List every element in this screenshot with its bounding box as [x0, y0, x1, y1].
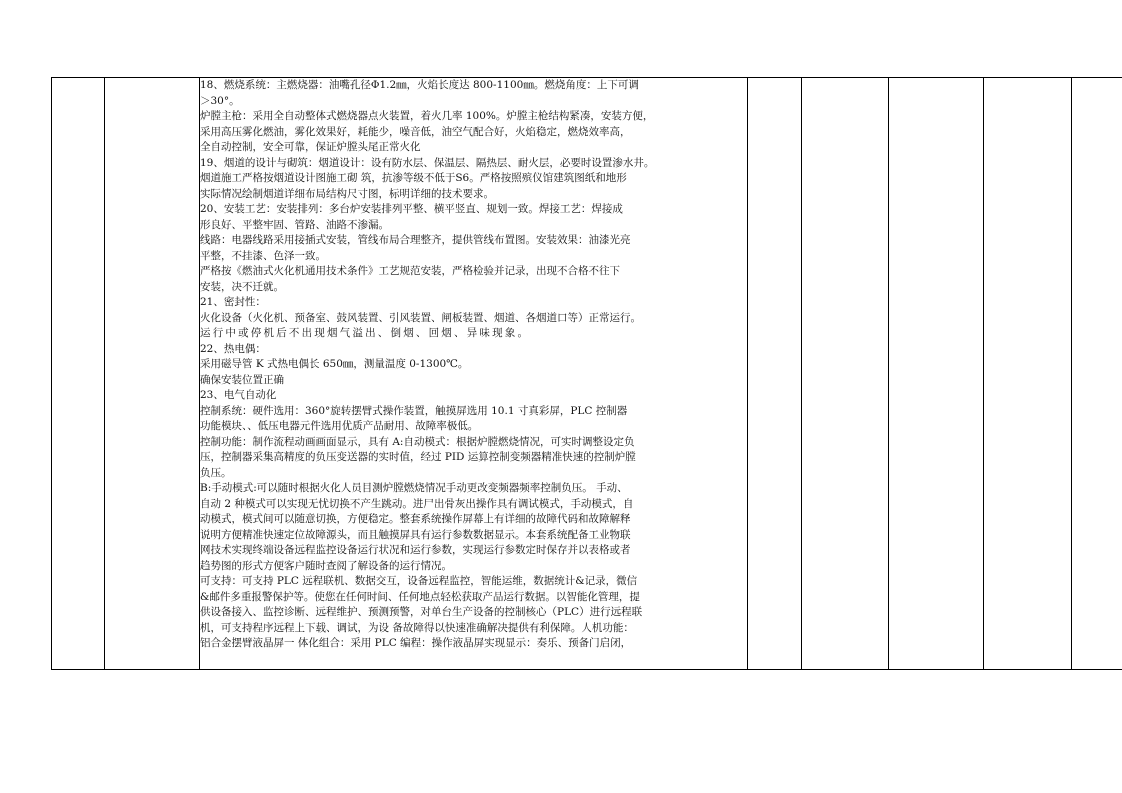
content-line: 铝合金摆臂液晶屏一 体化组合：采用 PLC 编程：操作液晶屏实现显示：奏乐、预备门启闭，	[200, 637, 632, 649]
content-line: &邮件多重报警保护等。使您在任何时间、任何地点轻松获取产品运行数据。以智能化管理，提	[200, 590, 640, 603]
col-index-cell	[52, 78, 105, 670]
col-qty-cell	[802, 78, 889, 670]
content-line: 全自动控制，安全可靠，保证炉膛头尾正常火化	[200, 141, 421, 153]
content-line: 19、烟道的设计与砌筑：烟道设计：设有防水层、保温层、隔热层、耐火层，必要时设置渗水井。	[200, 156, 655, 169]
content-line: 采用高压雾化燃油，雾化效果好，耗能少，噪音低，油空气配合好，火焰稳定，燃烧效率高，	[200, 125, 631, 138]
content-line: ＞30°。	[200, 94, 240, 107]
content-line: 说明方便精准快速定位故障源头，而且触摸屏具有运行参数数据显示。本套系统配备工业物联	[200, 528, 631, 541]
content-line: 控制系统：硬件选用：360°旋转摆臂式操作装置，触摸屏选用 10.1 寸真彩屏，PLC 控制器	[200, 404, 628, 417]
content-line: 严格按《燃油式火化机通用技术条件》工艺规范安装，严格检验并记录，出现不合格不往下	[200, 265, 620, 277]
content-line: 实际情况绘制烟道详细布局结构尺寸图，标明详细的技术要求。	[200, 187, 494, 200]
content-line: 压，控制器采集高精度的负压变送器的实时值，经过 PID 运算控制变频器精准快速的控制炉膛	[200, 451, 636, 463]
col-name-cell	[105, 78, 200, 670]
table-row	[52, 78, 1122, 670]
content-line: 20、安装工艺：安装排列：多台炉安装排列平整、横平竖直、规划一致。焊接工艺：焊接成	[200, 203, 623, 215]
content-line: 机，可支持程序远程上下载、调试，为设 备故障得以快速准确解决提供有利保障。人机功能：	[200, 621, 634, 634]
content-line: 可支持：可支持 PLC 远程联机、数据交互，设备远程监控，智能运维，数据统计&记录，微信	[200, 575, 638, 587]
content-line: 采用磁导管 K 式热电偶长 650㎜，测量温度 0-1300℃。	[200, 358, 469, 370]
content-lines	[200, 78, 747, 652]
content-line: 趋势图的形式方便客户随时查阅了解设备的运行情况。	[200, 559, 452, 572]
col-total-cell	[984, 78, 1072, 670]
content-line: 炉膛主枪：采用全自动整体式燃烧器点火装置，着火几率 100%。炉膛主枪结构紧凑，安装方便，	[200, 110, 654, 122]
content-line: 线路：电器线路采用接插式安装，管线布局合理整齐，提供管线布置图。安装效果：油漆光亮	[200, 234, 631, 246]
content-line: B:手动模式:可以随时根据火化人员目测炉膛燃烧情况手动更改变频器频率控制负压。 手动、	[200, 482, 628, 494]
content-line: 平整，不挂漆、色泽一致。	[200, 249, 326, 262]
content-line: 动模式，模式间可以随意切换，方便稳定。整套系统操作屏幕上有详细的故障代码和故障解释	[200, 513, 631, 525]
content-line: 控制功能：制作流程动画画面显示，具有 A:自动模式：根据炉膛燃烧情况，可实时调整设定负	[200, 435, 635, 448]
content-line: 22、热电偶：	[200, 342, 266, 355]
content-line: 火化设备（火化机、预备室、鼓风装置、引风装置、闸板装置、烟道、各烟道口等）正常运行。	[200, 311, 641, 324]
content-line: 21、密封性：	[200, 296, 266, 308]
content-line: 确保安装位置正确	[200, 373, 284, 386]
content-line: 负压。	[200, 466, 232, 479]
content-line: 运行中或停机后不出现烟气溢出、倒烟、回烟、异味现象。	[200, 327, 531, 339]
col-brand-cell	[1072, 78, 1122, 670]
col-price-cell	[889, 78, 984, 670]
content-line: 18、燃烧系统：主燃烧器：油嘴孔径Φ1.2㎜，火焰长度达 800-1100㎜。燃烧角度：上下可调	[200, 79, 639, 91]
spec-content-cell	[200, 78, 748, 670]
col-unit-cell	[748, 78, 802, 670]
content-line: 23、电气自动化	[200, 389, 277, 401]
content-line: 网技术实现终端设备远程监控设备运行状况和运行参数，实现运行参数定时保存并以表格或者	[200, 544, 631, 556]
content-line: 安装，决不迁就。	[200, 280, 284, 293]
content-line: 功能模块、、低压电器元件选用优质产品耐用、故障率极低。	[200, 420, 479, 432]
content-line: 自动 2 种模式可以实现无忧切换不产生跳动。进尸出骨灰出操作具有调试模式，手动模式，自	[200, 497, 634, 510]
content-line: 供设备接入、监控诊断、远程维护、预测预警，对单台生产设备的控制核心（PLC）进行远程联	[200, 606, 643, 618]
spec-table	[51, 77, 1122, 670]
content-line: 形良好、平整牢固、管路、油路不渗漏。	[200, 218, 389, 231]
content-line: 烟道施工严格按烟道设计图施工砌 筑，抗渗等级不低于S6。严格按照殡仪馆建筑图纸和地形	[200, 172, 627, 184]
